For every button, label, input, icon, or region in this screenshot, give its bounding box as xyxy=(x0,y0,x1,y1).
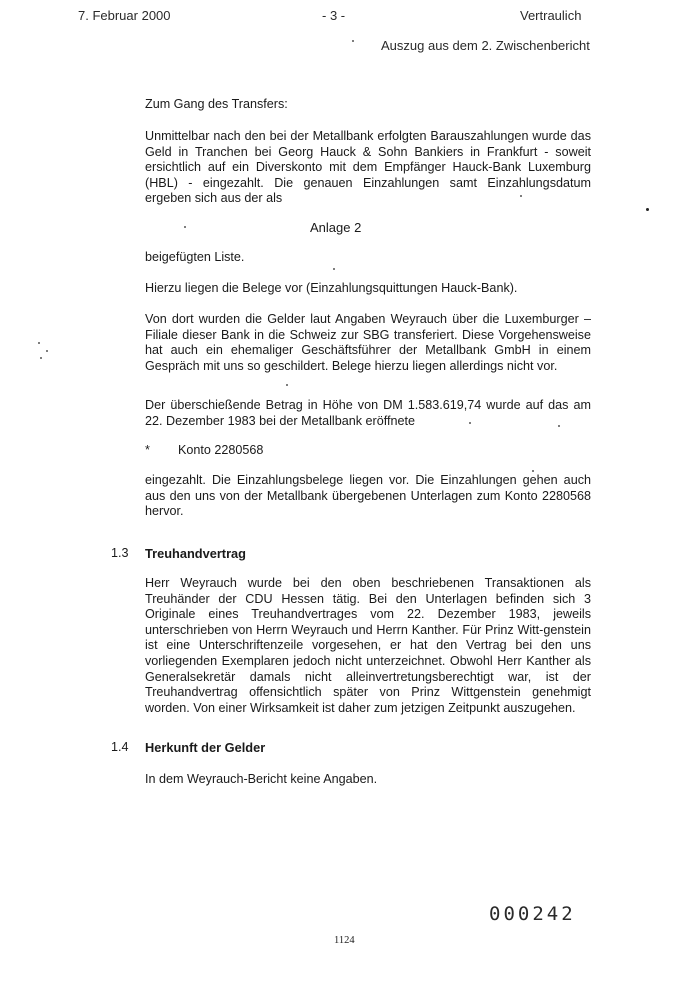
transfer-paragraph-3: Hierzu liegen die Belege vor (Einzahlungsquittungen Hauck-Bank). xyxy=(145,281,518,295)
transfer-paragraph-4: Von dort wurden die Gelder laut Angaben Weyrauch über die Luxemburger – Filiale dieser Bank in die Schweiz zur SBG transferiert. Diese Vorgehensweise hat auch ein ehemaliger Geschäftsführer der Metallbank GmbH in einem Gespräch mit uns so geschildert. Belege hierzu liegen allerdings nicht vor. xyxy=(145,312,591,373)
scan-speck xyxy=(333,268,335,270)
appendix-label: Anlage 2 xyxy=(310,220,362,235)
transfer-paragraph-5: Der überschießende Betrag in Höhe von DM 1.583.619,74 wurde auf das am 22. Dezember 1983 bei der Metallbank eröffnete xyxy=(145,398,591,428)
header-classification: Vertraulich xyxy=(520,8,582,23)
section-1-4-title: Herkunft der Gelder xyxy=(145,740,266,755)
section-1-3-number: 1.3 xyxy=(111,546,129,560)
scan-speck xyxy=(558,425,560,427)
scan-speck xyxy=(532,470,534,472)
document-stamp-number: 000242 xyxy=(489,903,576,925)
scan-speck xyxy=(352,40,354,42)
section-1-4-paragraph: In dem Weyrauch-Bericht keine Angaben. xyxy=(145,772,378,786)
transfer-paragraph-2: beigefügten Liste. xyxy=(145,250,245,264)
header-subtitle: Auszug aus dem 2. Zwischenbericht xyxy=(381,38,590,53)
section-1-3-paragraph: Herr Weyrauch wurde bei den oben beschriebenen Transaktionen als Treuhänder der CDU Hessen tätig. Bei den Unterlagen befinden sich 3 Originale eines Treuhandvertrages vom 22. Dezember 1983, jeweils unterschrieben von Herrn Weyrauch und Herrn Kanther. Für Prinz Witt-gensteіn ist eine Unterschriftenzeile vorgesehen, er hat den Vertrag bei den uns vorliegenden Exemplaren jedoch nicht unterzeichnet. Obwohl Herr Kanther als Generalsekretär damals nicht alleinvertretungsberechtigt war, ist der Treuhandvertrag offensichtlich später von Prinz Wittgenstein genehmigt worden. Von einer Wirksamkeit ist daher zum jetzigen Zeitpunkt auszugehen. xyxy=(145,576,591,715)
scan-speck xyxy=(46,350,48,352)
scan-speck xyxy=(286,384,288,386)
scan-speck xyxy=(38,342,40,344)
header-date: 7. Februar 2000 xyxy=(78,8,171,23)
footer-page-number: 1124 xyxy=(334,935,355,946)
section-1-4-number: 1.4 xyxy=(111,740,129,754)
header-page-number: - 3 - xyxy=(322,8,346,23)
scan-speck xyxy=(184,226,186,228)
transfer-paragraph-1: Unmittelbar nach den bei der Metallbank erfolgten Barauszahlungen wurde das Geld in Tranchen bei Georg Hauck & Sohn Bankiers in Frankfurt - soweit ersichtlich auf ein Diverskonto mit dem Empfänger Hauck-Bank Luxemburg (HBL) - eingezahlt. Die genauen Einzahlungen samt Einzahlungsdatum ergeben sich aus der als xyxy=(145,129,591,206)
transfer-heading: Zum Gang des Transfers: xyxy=(145,97,288,111)
scan-speck xyxy=(520,195,522,197)
bullet-marker: * xyxy=(145,443,150,457)
account-number: Konto 2280568 xyxy=(178,443,264,457)
scan-speck xyxy=(646,208,649,211)
transfer-paragraph-6: eingezahlt. Die Einzahlungsbelege liegen vor. Die Einzahlungen gehen auch aus den uns von der Metallbank übergebenen Unterlagen zum Konto 2280568 hervor. xyxy=(145,473,591,519)
section-1-3-title: Treuhandvertrag xyxy=(145,546,246,561)
scan-speck xyxy=(40,357,42,359)
scan-speck xyxy=(469,422,471,424)
